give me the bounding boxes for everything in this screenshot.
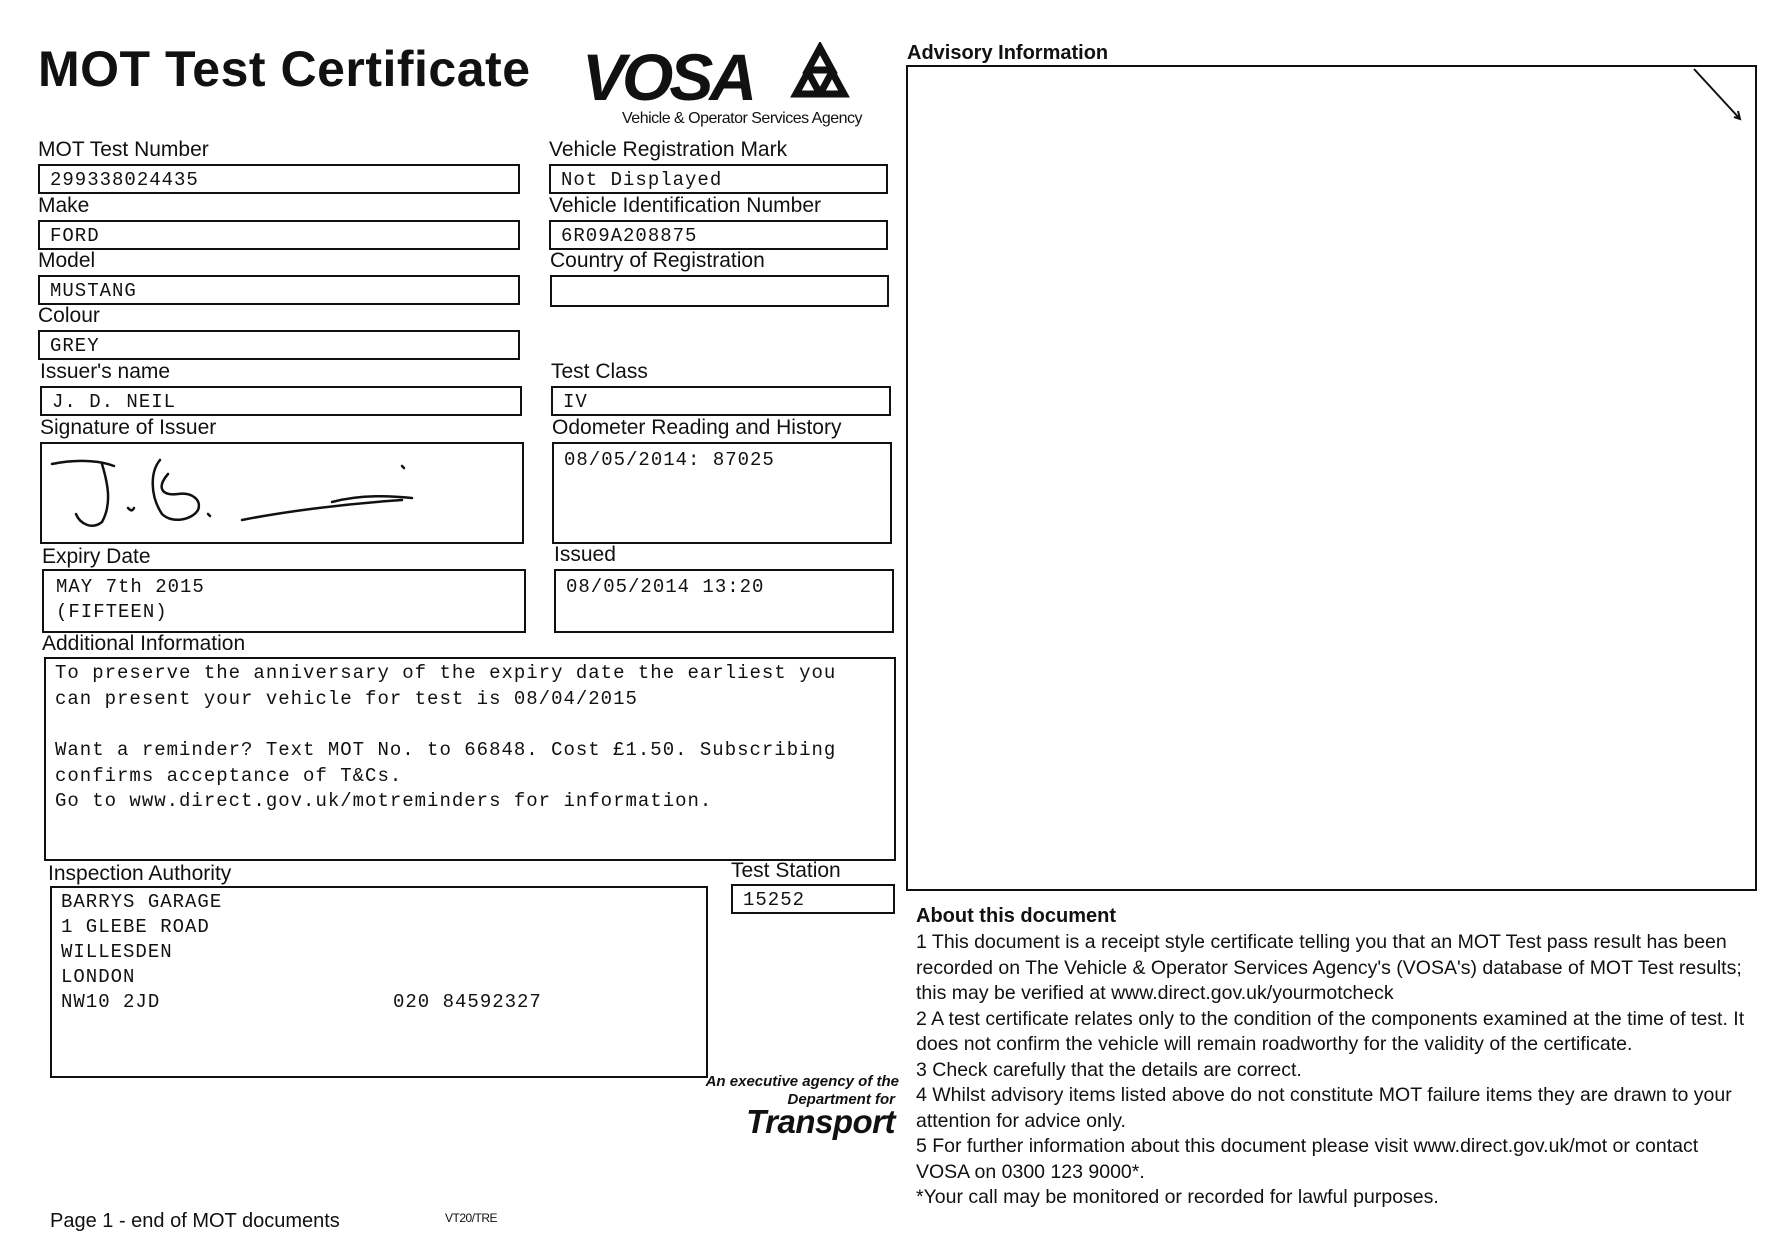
- country-field: [550, 275, 889, 307]
- issuer-name-label: Issuer's name: [40, 360, 171, 383]
- test-class-field: IV: [551, 386, 891, 416]
- logo-wordmark: VOSA: [582, 42, 754, 112]
- vrm-field: Not Displayed: [549, 164, 888, 194]
- additional-info-line: Go to www.direct.gov.uk/motreminders for information.: [55, 790, 713, 812]
- authority-address-line: LONDON: [61, 966, 136, 988]
- vrm-label: Vehicle Registration Mark: [549, 138, 788, 161]
- expiry-date-line: MAY 7th 2015: [56, 576, 205, 598]
- colour-label: Colour: [38, 304, 100, 327]
- model-label: Model: [38, 249, 96, 272]
- inspection-authority-label: Inspection Authority: [48, 862, 232, 885]
- issued-label: Issued: [554, 543, 616, 566]
- page-footer: Page 1 - end of MOT documents: [50, 1210, 340, 1232]
- advisory-box: [906, 65, 1757, 891]
- about-item: 2 A test certificate relates only to the condition of the components examined at the time of test. It does not confirm the vehicle will remain roadworthy for the validity of the certificate.: [916, 1007, 1745, 1055]
- triangle-logo-icon: [796, 48, 844, 94]
- country-label: Country of Registration: [550, 249, 765, 272]
- dft-department: Department for: [787, 1091, 895, 1108]
- dft-tagline: An executive agency of the: [705, 1073, 899, 1090]
- issuer-name-field: J. D. NEIL: [40, 386, 522, 416]
- signature-label: Signature of Issuer: [40, 416, 217, 439]
- additional-info-label: Additional Information: [42, 632, 246, 655]
- additional-info-line: To preserve the anniversary of the expiry date the earliest you: [55, 662, 837, 684]
- authority-address-line: BARRYS GARAGE: [61, 891, 223, 913]
- mot-test-number-label: MOT Test Number: [38, 138, 209, 161]
- vin-label: Vehicle Identification Number: [549, 194, 821, 217]
- additional-info-line: can present your vehicle for test is 08/04/2015: [55, 687, 638, 710]
- model-field: MUSTANG: [38, 275, 520, 305]
- odometer-field: 08/05/2014: 87025: [552, 442, 892, 544]
- additional-info-box: [44, 657, 896, 861]
- authority-address-line: NW10 2JD: [61, 991, 161, 1013]
- corner-mark-icon: [1690, 67, 1750, 127]
- dft-transport-logo: Transport: [746, 1103, 895, 1140]
- about-title: About this document: [916, 905, 1116, 927]
- make-label: Make: [38, 194, 90, 217]
- odometer-label: Odometer Reading and History: [552, 416, 842, 439]
- agency-name: Vehicle & Operator Services Agency: [622, 110, 863, 127]
- colour-field: GREY: [38, 330, 520, 360]
- vosa-logo: [582, 42, 862, 112]
- expiry-date-words: (FIFTEEN): [56, 601, 168, 623]
- authority-address-line: WILLESDEN: [61, 941, 173, 963]
- about-text: [916, 930, 1756, 1211]
- additional-info-line: confirms acceptance of T&Cs.: [55, 764, 403, 787]
- advisory-label: Advisory Information: [907, 42, 1109, 64]
- about-item: 4 Whilst advisory items listed above do not constitute MOT failure items they are drawn to your attention for advice only.: [916, 1084, 1732, 1132]
- form-code: VT20/TRE: [445, 1211, 498, 1225]
- test-station-field: 15252: [731, 884, 895, 914]
- about-item: 5 For further information about this document please visit www.direct.gov.uk/mot or contact VOSA on 0300 123 9000*.: [916, 1135, 1699, 1183]
- issued-field: 08/05/2014 13:20: [554, 569, 894, 633]
- expiry-date-label: Expiry Date: [42, 545, 151, 568]
- signature-box: [40, 442, 524, 544]
- authority-phone: 020 84592327: [393, 991, 542, 1013]
- test-class-label: Test Class: [551, 360, 648, 383]
- vin-field: 6R09A208875: [549, 220, 888, 250]
- about-item: 1 This document is a receipt style certificate telling you that an MOT Test pass result has been recorded on The Vehicle & Operator Services Agency's (VOSA's) database of MOT Test results; this may be verified at www.direct.gov.uk/yourmotcheck: [916, 931, 1742, 1004]
- additional-info-line: Want a reminder? Text MOT No. to 66848. Cost £1.50. Subscribing: [55, 739, 837, 761]
- expiry-date-field: [42, 569, 526, 633]
- page-title: MOT Test Certificate: [38, 41, 531, 97]
- signature-image: [42, 444, 522, 542]
- mot-test-number-field: 299338024435: [38, 164, 520, 194]
- authority-address-line: 1 GLEBE ROAD: [61, 916, 210, 938]
- inspection-authority-box: [50, 886, 708, 1078]
- about-item: *Your call may be monitored or recorded for lawful purposes.: [916, 1186, 1439, 1208]
- test-station-label: Test Station: [731, 859, 841, 882]
- about-item: 3 Check carefully that the details are correct.: [916, 1058, 1302, 1081]
- make-field: FORD: [38, 220, 520, 250]
